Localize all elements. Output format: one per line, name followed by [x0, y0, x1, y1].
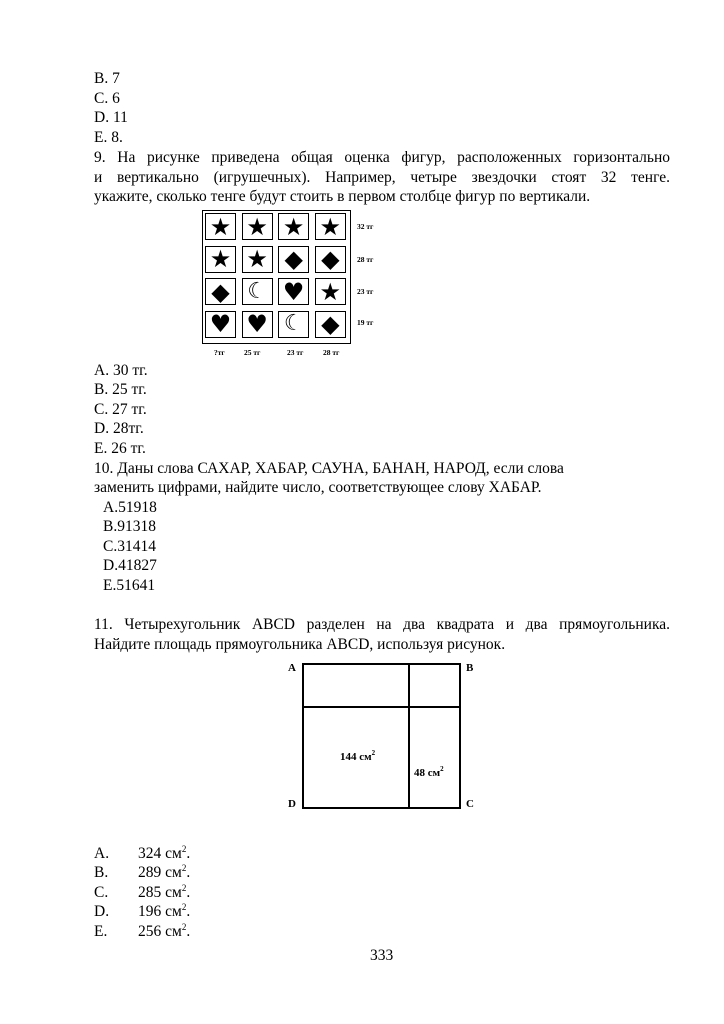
- grid-cell: [315, 213, 346, 240]
- q9-answer-a: A. 30 тг.: [94, 362, 148, 379]
- q10-answer-b: B.91318: [103, 518, 156, 535]
- question-11-line: 11. Четырехугольник ABCD разделен на два квадрата и два прямоугольника.: [94, 616, 670, 633]
- column-total-label: ?тг: [214, 348, 225, 357]
- q9-answer-c: C. 27 тг.: [94, 401, 147, 418]
- corner-label-d: D: [288, 798, 296, 810]
- answer-exponent: 2: [181, 922, 187, 932]
- heart-icon: ♥: [282, 277, 305, 306]
- q11-answer: [94, 918, 190, 941]
- grid-cell: [205, 311, 236, 338]
- abcd-figure: [280, 656, 490, 812]
- grid-cell: [242, 278, 273, 305]
- grid-cell: [278, 311, 309, 338]
- answer-value: 289 см: [138, 864, 182, 882]
- star-icon: ★: [246, 212, 268, 241]
- star-icon: ★: [319, 277, 342, 306]
- question-9-line: укажите, сколько тенге будут стоить в первом столбце фигур по вертикали.: [94, 188, 591, 205]
- answer-value: 285 см: [138, 884, 182, 902]
- row-total-label: 23 тг: [357, 287, 374, 296]
- answer-period: .: [186, 903, 191, 921]
- q9-answer-d: D. 28тг.: [94, 420, 144, 437]
- answer-period: .: [186, 845, 191, 863]
- grid-cell: [205, 213, 236, 240]
- answer-exponent: 2: [181, 883, 187, 893]
- moon-icon: ☾: [283, 311, 304, 337]
- grid-cell: [315, 311, 346, 338]
- star-icon: ★: [209, 212, 232, 241]
- question-10-line: 10. Даны слова САХАР, ХАБАР, САУНА, БАНАН, НАРОД, если слова: [94, 460, 564, 477]
- corner-label-b: B: [466, 662, 474, 674]
- question-9-text: [94, 148, 670, 207]
- q10-answer-c: C.31414: [103, 538, 156, 555]
- diamond-icon: ◆: [321, 245, 340, 274]
- answer-period: .: [186, 884, 191, 902]
- shape-grid: [202, 210, 351, 344]
- answer-key: D.: [94, 903, 110, 921]
- question-9-line: и вертикально (игрушечных). Например, четыре звездочки стоят 32 тенге.: [94, 168, 670, 186]
- answer-exponent: 2: [181, 902, 187, 912]
- q10-answer-a: A.51918: [103, 499, 157, 516]
- abcd-outline: [303, 664, 460, 808]
- corner-label-a: A: [288, 662, 296, 674]
- q9-answer-b: B. 25 тг.: [94, 381, 147, 398]
- grid-cell: [278, 246, 309, 273]
- rect-area-label: 48 $см^2$: [414, 765, 444, 779]
- prev-answer-e: E. 8.: [94, 129, 123, 146]
- q9-answer-e: E. 26 тг.: [94, 440, 146, 457]
- grid-cell: [242, 311, 273, 338]
- row-total-label: 32 тг: [357, 222, 374, 231]
- moon-icon: ☾: [247, 278, 267, 304]
- answer-key: C.: [94, 884, 109, 902]
- question-11-text: [94, 615, 670, 654]
- answer-exponent: 2: [181, 844, 187, 854]
- grid-cell: [205, 246, 236, 273]
- answer-key: A.: [94, 845, 110, 863]
- question-9-line: 9. На рисунке приведена общая оценка фигур, расположенных горизонтально: [94, 149, 670, 166]
- answer-value: 196 см: [138, 903, 182, 921]
- column-total-label: 25 тг: [244, 348, 261, 357]
- star-icon: ★: [282, 212, 305, 241]
- square-area-label: 144 $см^2$: [340, 749, 376, 763]
- answer-value: 256 см: [138, 923, 182, 941]
- answer-exponent: 2: [181, 863, 187, 873]
- diamond-icon: ◆: [211, 277, 230, 306]
- star-icon: ★: [246, 245, 268, 274]
- diamond-icon: ◆: [321, 310, 340, 339]
- grid-cell: [278, 278, 309, 305]
- diamond-icon: ◆: [284, 245, 303, 274]
- answer-key: B.: [94, 864, 109, 882]
- q10-answer-d: D.41827: [103, 557, 157, 574]
- prev-answer-d: D. 11: [94, 109, 128, 126]
- prev-answer-c: C. 6: [94, 90, 120, 107]
- heart-icon: ♥: [246, 310, 268, 339]
- row-total-label: 28 тг: [357, 255, 374, 264]
- star-icon: ★: [209, 245, 232, 274]
- answer-value: 324 см: [138, 845, 182, 863]
- grid-cell: [278, 213, 309, 240]
- row-total-label: 19 тг: [357, 318, 374, 327]
- grid-cell: [242, 246, 273, 273]
- answer-period: .: [186, 864, 191, 882]
- question-10-line: заменить цифрами, найдите число, соответствующее слову ХАБАР.: [94, 479, 542, 496]
- grid-cell: [315, 278, 346, 305]
- prev-answer-b: B. 7: [94, 70, 120, 87]
- grid-cell: [242, 213, 273, 240]
- answer-period: .: [186, 923, 191, 941]
- heart-icon: ♥: [209, 310, 232, 339]
- corner-label-c: C: [466, 798, 474, 810]
- q10-answer-e: E.51641: [103, 577, 156, 594]
- question-11-line: Найдите площадь прямоугольника ABCD, используя рисунок.: [94, 635, 506, 653]
- star-icon: ★: [319, 212, 342, 241]
- page-number: 333: [370, 947, 394, 964]
- grid-cell: [205, 278, 236, 305]
- column-total-label: 28 тг: [323, 348, 340, 357]
- column-total-label: 23 тг: [287, 348, 304, 357]
- grid-cell: [315, 246, 346, 273]
- answer-key: E.: [94, 923, 108, 941]
